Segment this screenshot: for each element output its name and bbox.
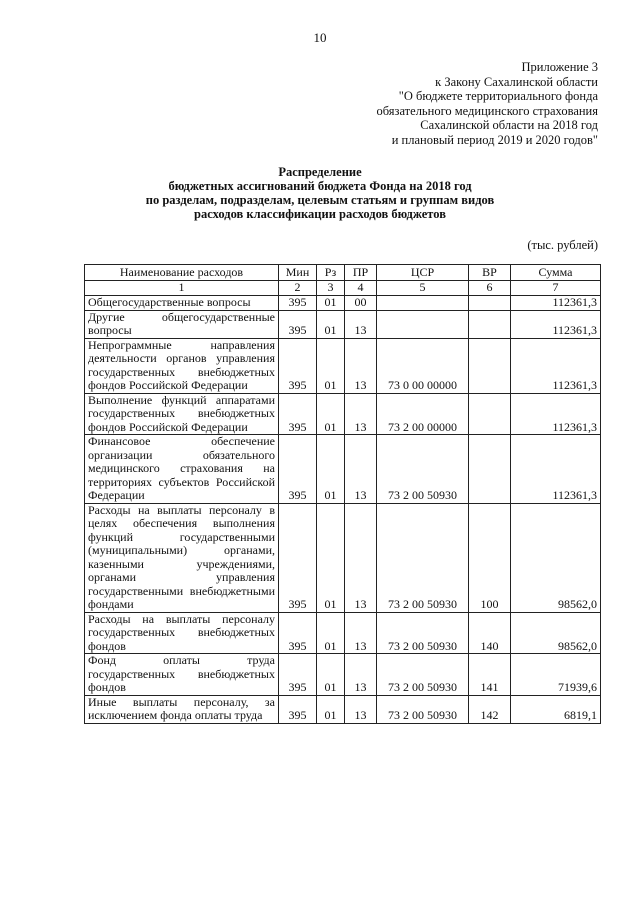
cell-sum: 6819,1 [511, 695, 601, 723]
column-index: 6 [469, 281, 511, 296]
cell-pr: 13 [345, 338, 377, 393]
cell-pr: 00 [345, 296, 377, 311]
cell-sum: 112361,3 [511, 338, 601, 393]
cell-rz: 01 [317, 612, 345, 654]
cell-vr: 141 [469, 654, 511, 696]
table-row [85, 503, 601, 612]
cell-pr: 13 [345, 612, 377, 654]
cell-pr: 13 [345, 393, 377, 435]
cell-name: Общегосударственные вопросы [85, 296, 279, 311]
appendix-line: Приложение 3 [521, 60, 598, 74]
cell-vr [469, 393, 511, 435]
cell-csr [377, 310, 469, 338]
cell-name: Расходы на выплаты персоналу государственных внебюджетных фондов [85, 612, 279, 654]
column-index: 3 [317, 281, 345, 296]
units-note: (тыс. рублей) [527, 238, 598, 252]
cell-vr: 142 [469, 695, 511, 723]
title-line: бюджетных ассигнований бюджета Фонда на 2018 год [168, 179, 472, 193]
cell-pr: 13 [345, 654, 377, 696]
column-index: 7 [511, 281, 601, 296]
column-index: 1 [85, 281, 279, 296]
cell-rz: 01 [317, 296, 345, 311]
cell-csr: 73 2 00 00000 [377, 393, 469, 435]
table-row [85, 296, 601, 311]
cell-min: 395 [279, 338, 317, 393]
cell-name: Непрограммные направления деятельности органов управления государственных внебюджетных фондов Российской Федерации [85, 338, 279, 393]
column-index: 5 [377, 281, 469, 296]
cell-name: Другие общегосударственные вопросы [85, 310, 279, 338]
table-row [85, 338, 601, 393]
cell-csr: 73 2 00 50930 [377, 435, 469, 504]
header-name: Наименование расходов [85, 265, 279, 281]
cell-vr [469, 435, 511, 504]
page-number: 10 [313, 30, 327, 45]
table-row [85, 654, 601, 696]
cell-min: 395 [279, 393, 317, 435]
document-title [60, 165, 580, 221]
header-pr: ПР [345, 265, 377, 281]
cell-csr: 73 2 00 50930 [377, 612, 469, 654]
cell-vr: 100 [469, 503, 511, 612]
header-csr: ЦСР [377, 265, 469, 281]
appendix-line: обязательного медицинского страхования [376, 103, 598, 118]
cell-sum: 98562,0 [511, 612, 601, 654]
cell-sum: 112361,3 [511, 296, 601, 311]
cell-vr: 140 [469, 612, 511, 654]
title-line: по разделам, подразделам, целевым статьям и группам видов [145, 193, 495, 207]
table-row [85, 310, 601, 338]
cell-name: Фонд оплаты труда государственных внебюджетных фондов [85, 654, 279, 696]
appendix-line: к Закону Сахалинской области [435, 74, 598, 89]
column-index: 2 [279, 281, 317, 296]
cell-pr: 13 [345, 695, 377, 723]
cell-name: Иные выплаты персоналу, за исключением фонда оплаты труда [85, 695, 279, 723]
cell-min: 395 [279, 296, 317, 311]
cell-rz: 01 [317, 393, 345, 435]
cell-min: 395 [279, 503, 317, 612]
appendix-reference [298, 60, 598, 147]
cell-min: 395 [279, 435, 317, 504]
cell-rz: 01 [317, 338, 345, 393]
appendix-line: "О бюджете территориального фонда [398, 89, 598, 103]
cell-sum: 98562,0 [511, 503, 601, 612]
cell-pr: 13 [345, 503, 377, 612]
cell-min: 395 [279, 695, 317, 723]
budget-table [84, 264, 601, 724]
cell-pr: 13 [345, 310, 377, 338]
appendix-line: и плановый период 2019 и 2020 годов" [391, 132, 598, 147]
cell-min: 395 [279, 654, 317, 696]
cell-rz: 01 [317, 503, 345, 612]
cell-vr [469, 338, 511, 393]
cell-csr: 73 0 00 00000 [377, 338, 469, 393]
table-row [85, 695, 601, 723]
cell-sum: 71939,6 [511, 654, 601, 696]
cell-rz: 01 [317, 695, 345, 723]
cell-vr [469, 310, 511, 338]
header-sum: Сумма [511, 265, 601, 281]
column-index: 4 [345, 281, 377, 296]
cell-pr: 13 [345, 435, 377, 504]
header-vr: ВР [469, 265, 511, 281]
table-row [85, 612, 601, 654]
cell-sum: 112361,3 [511, 310, 601, 338]
cell-sum: 112361,3 [511, 393, 601, 435]
cell-name: Расходы на выплаты персоналу в целях обеспечения выполнения функций государственными (муниципальными) органами, казенными учреждениями, органами управления государственными внебюджетными фондами [85, 503, 279, 612]
cell-csr: 73 2 00 50930 [377, 503, 469, 612]
cell-csr: 73 2 00 50930 [377, 654, 469, 696]
header-row [85, 265, 601, 281]
cell-min: 395 [279, 612, 317, 654]
cell-vr [469, 296, 511, 311]
cell-rz: 01 [317, 435, 345, 504]
table-row [85, 393, 601, 435]
cell-rz: 01 [317, 654, 345, 696]
cell-min: 395 [279, 310, 317, 338]
appendix-line: Сахалинской области на 2018 год [420, 118, 598, 132]
cell-rz: 01 [317, 310, 345, 338]
title-line: расходов классификации расходов бюджетов [194, 207, 446, 221]
header-rz: Рз [317, 265, 345, 281]
cell-csr: 73 2 00 50930 [377, 695, 469, 723]
column-index-row [85, 281, 601, 296]
table-row [85, 435, 601, 504]
header-min: Мин [279, 265, 317, 281]
cell-csr [377, 296, 469, 311]
cell-sum: 112361,3 [511, 435, 601, 504]
title-line: Распределение [278, 165, 362, 179]
budget-table-body [85, 265, 601, 724]
cell-name: Финансовое обеспечение организации обязательного медицинского страхования на территориях субъектов Российской Федерации [85, 435, 279, 504]
cell-name: Выполнение функций аппаратами государственных внебюджетных фондов Российской Федерации [85, 393, 279, 435]
